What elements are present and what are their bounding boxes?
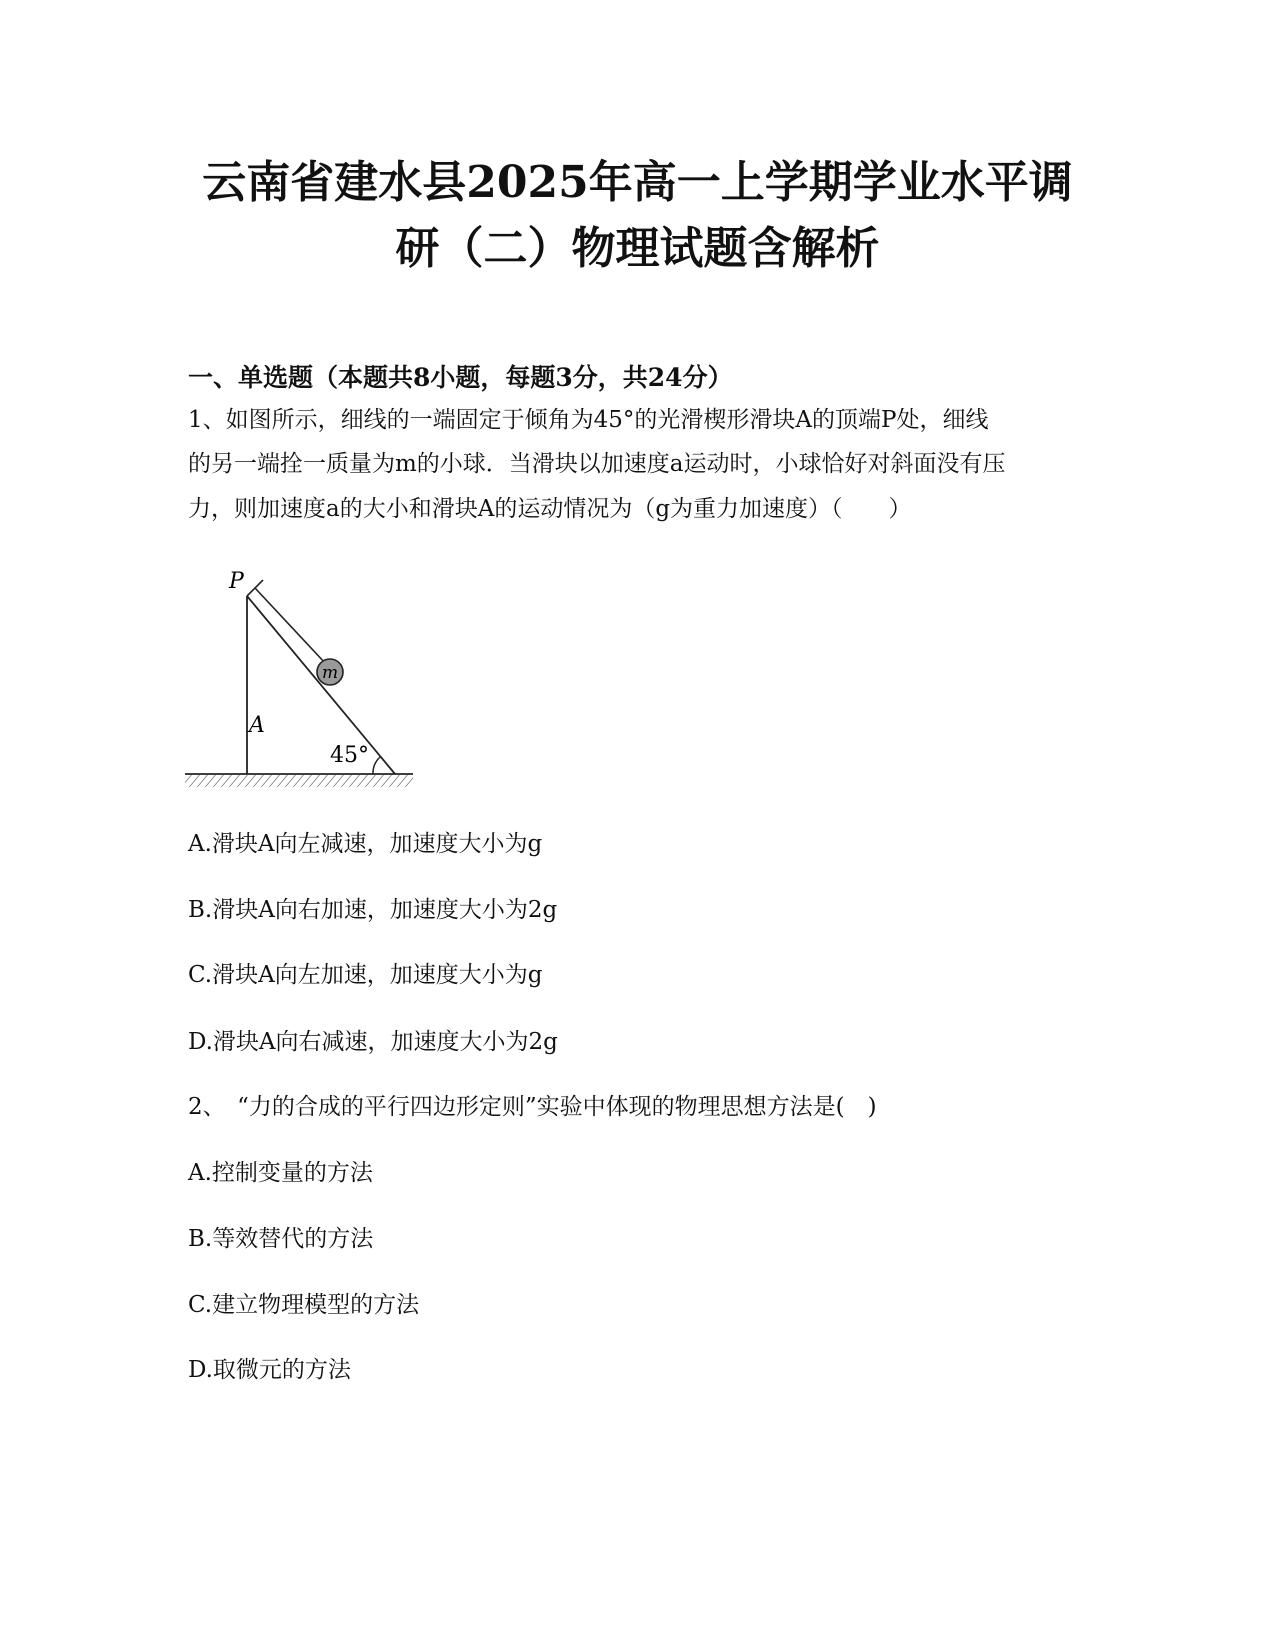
question-1-option-a: A.滑块A向左减速，加速度大小为g [188, 831, 543, 857]
document-title-line-1: 云南省建水县2025年高一上学期学业水平调 [202, 157, 1073, 208]
question-1-figure [185, 569, 445, 822]
section-heading: 一、单选题（本题共8小题，每题3分，共24分） [188, 363, 733, 392]
string-line [255, 588, 326, 664]
question-1-option-b: B.滑块A向右加速，加速度大小为2g [188, 897, 558, 923]
question-1-option-d: D.滑块A向右减速，加速度大小为2g [188, 1029, 558, 1055]
angle-label: 45° [330, 743, 369, 768]
question-2-option-c: C.建立物理模型的方法 [188, 1292, 420, 1318]
ground-hatching [185, 775, 413, 787]
question-2-option-d: D.取微元的方法 [188, 1357, 351, 1383]
question-2-option-a: A.控制变量的方法 [188, 1160, 373, 1186]
wedge-a-label: A [249, 713, 265, 738]
ball-label: m [321, 663, 339, 683]
question-1-stem-line-2: 的另一端拴一质量为m的小球．当滑块以加速度a运动时，小球恰好对斜面没有压 [188, 451, 1006, 477]
incline-diagram [185, 569, 445, 822]
question-1-option-c: C.滑块A向左加速，加速度大小为g [188, 962, 543, 988]
question-1-stem-line-1: 1、如图所示，细线的一端固定于倾角为45°的光滑楔形滑块A的顶端P处，细线 [188, 407, 989, 433]
question-1-stem-line-3: 力，则加速度a的大小和滑块A的运动情况为（g为重力加速度）（ ） [188, 496, 912, 522]
angle-arc [373, 757, 380, 774]
question-2-stem: 2、 “力的合成的平行四边形定则”实验中体现的物理思想方法是( ) [188, 1094, 877, 1120]
document-title-line-2: 研（二）物理试题含解析 [395, 223, 880, 274]
point-p-label: P [229, 569, 244, 594]
question-2-option-b: B.等效替代的方法 [188, 1226, 374, 1252]
wedge-incline [247, 596, 395, 774]
